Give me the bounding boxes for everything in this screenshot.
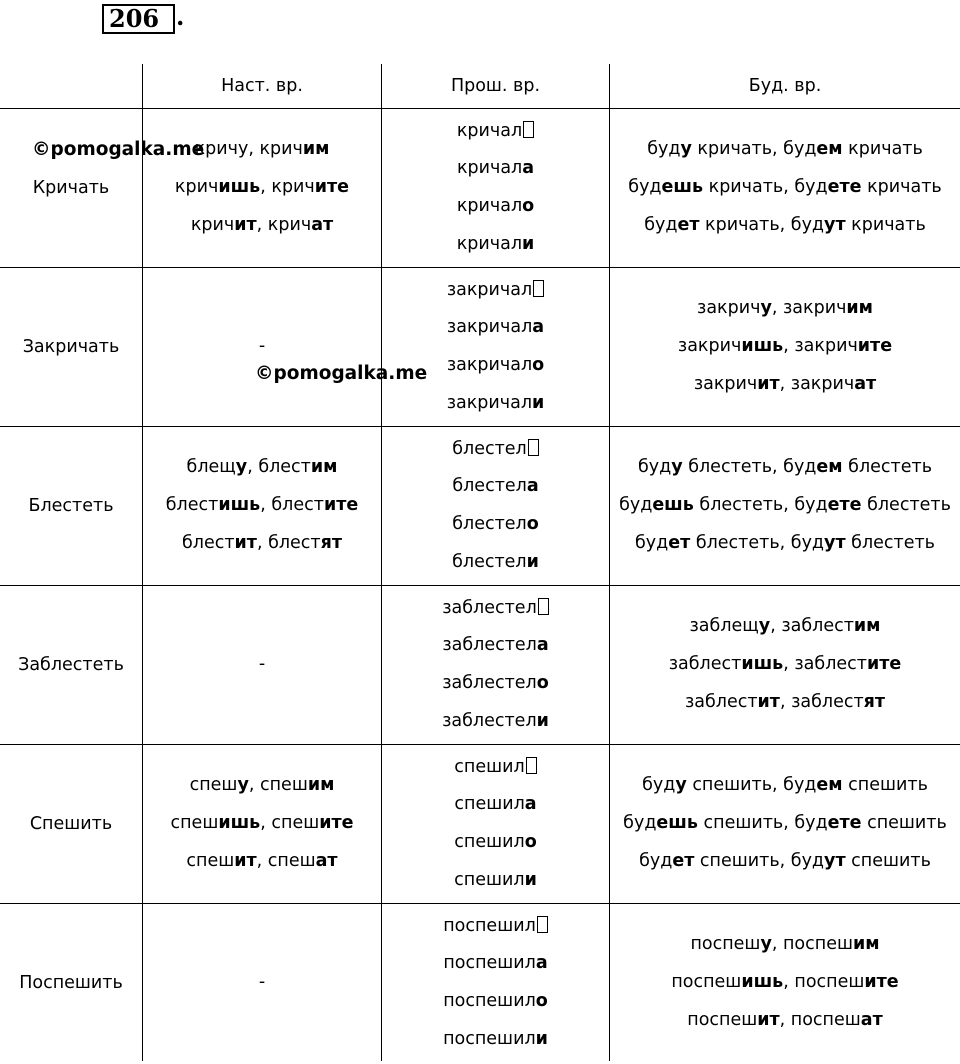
ending: им [846, 298, 873, 319]
ending: ет [677, 214, 700, 235]
ending: им [307, 775, 335, 796]
form-line [457, 150, 534, 188]
ending: ите [857, 336, 893, 357]
stem: , крич [256, 214, 312, 235]
cell-future [610, 586, 960, 744]
stem: - [258, 336, 266, 357]
stem: , блест [256, 532, 321, 553]
form-line [623, 805, 947, 843]
stem: кричал [456, 158, 523, 179]
cell-present [143, 904, 381, 1062]
stem: - [258, 654, 266, 675]
stem: , закрич [779, 373, 855, 394]
ending: ете [827, 813, 862, 834]
stem: буд [644, 214, 678, 235]
ending: им [852, 934, 880, 955]
stem: , заблест [770, 616, 854, 637]
cell-past [382, 745, 609, 903]
stem: кричать, буд [703, 177, 828, 198]
form-line [639, 843, 931, 881]
form-line [452, 431, 539, 469]
cell-past [382, 268, 609, 426]
stem: буд [628, 177, 662, 198]
form-line [442, 627, 548, 665]
form-line [442, 665, 549, 703]
stem: , заблест [779, 691, 864, 712]
cell-verb [0, 268, 142, 426]
ending: ят [863, 691, 886, 712]
ending: ишь [741, 654, 784, 675]
stem: буд [634, 532, 669, 553]
stem: заблестел [442, 597, 537, 618]
form-line [259, 964, 265, 1002]
ending: а [526, 476, 539, 497]
ending: а [522, 158, 535, 179]
cell-past [382, 109, 609, 267]
stem: закрич [693, 373, 758, 394]
form-line [678, 328, 892, 366]
form-line [690, 926, 879, 964]
ending: ат [854, 373, 877, 394]
ending: ите [864, 972, 899, 993]
stem: закричал [446, 279, 533, 300]
ending: ем [816, 457, 843, 478]
stem: спешить, буд [694, 850, 825, 871]
ending: у [760, 934, 772, 955]
ending: ем [816, 775, 843, 796]
zero-ending-box-icon [537, 916, 548, 933]
form-line [638, 449, 932, 487]
stem: - [258, 972, 266, 993]
ending: о [526, 514, 539, 534]
form-line [685, 684, 885, 722]
stem: заблестел [442, 673, 537, 693]
stem: блестеть [842, 457, 933, 478]
ending: а [532, 317, 545, 338]
form-line [175, 169, 349, 207]
stem: заблест [684, 691, 758, 712]
stem: поспеш [690, 934, 761, 955]
form-line [628, 169, 941, 207]
ending: ат [860, 1009, 883, 1030]
ending: ат [315, 850, 338, 871]
ending: у [680, 139, 692, 160]
stem: блестел [452, 514, 527, 534]
verb-label: Заблестеть [18, 655, 124, 675]
form-line [454, 786, 536, 824]
ending: ут [824, 850, 846, 871]
stem: кричал [456, 196, 523, 216]
stem: поспешил [443, 991, 536, 1011]
ending: ишь [741, 972, 784, 993]
ending: ите [323, 495, 359, 516]
cell-past [382, 904, 609, 1062]
form-line [259, 328, 265, 366]
stem: спешил [454, 794, 525, 815]
stem: , закрич [783, 336, 858, 357]
stem: блестеть, буд [693, 495, 828, 516]
stem: у [237, 139, 249, 160]
ending: у [237, 775, 249, 796]
stem: спешил [454, 756, 525, 777]
ending: и [536, 710, 549, 731]
ending: у [235, 457, 248, 478]
form-line [191, 207, 333, 245]
stem: , спеш [260, 813, 320, 834]
zero-ending-box-icon [523, 121, 534, 138]
form-line [190, 767, 335, 805]
ending: ят [320, 532, 343, 553]
ending: и [526, 551, 539, 572]
form-line [447, 385, 545, 423]
stem: спеш [170, 813, 219, 834]
header-future: Буд. вр. [748, 76, 822, 96]
form-line [454, 862, 537, 900]
stem: закрич [677, 336, 742, 357]
stem: заблестел [442, 635, 537, 656]
stem: блещ [186, 457, 236, 478]
form-line [443, 1021, 548, 1059]
header-present: Наст. вр. [221, 76, 303, 96]
ending: а [536, 635, 549, 656]
ending: ите [866, 654, 902, 675]
form-line [447, 347, 544, 385]
ending: ут [824, 532, 846, 553]
cell-future [610, 268, 960, 426]
zero-ending-box-icon [528, 439, 539, 456]
form-line [454, 824, 536, 862]
form-line [186, 843, 337, 881]
stem: , спеш [256, 850, 316, 871]
stem: блестел [452, 551, 527, 572]
watermark: ©pomogalka.me [255, 363, 428, 384]
form-line [694, 366, 876, 404]
ending: им [853, 616, 881, 637]
cell-future [610, 904, 960, 1062]
ending: ете [827, 177, 862, 198]
ending: ем [816, 139, 843, 160]
header-past: Прош. вр. [450, 76, 541, 96]
form-line [619, 487, 951, 525]
stem: , поспеш [771, 934, 853, 955]
form-line [187, 449, 338, 487]
ending: ишь [741, 336, 784, 357]
form-line [454, 749, 536, 787]
stem: спешил [454, 832, 525, 852]
ending: ет [672, 850, 695, 871]
stem: крич [190, 214, 235, 235]
cell-past [382, 427, 609, 585]
zero-ending-box-icon [526, 757, 537, 774]
ending: ат [311, 214, 334, 235]
verb-label: Кричать [32, 178, 110, 198]
form-line [452, 506, 539, 544]
stem: блестеть, буд [690, 532, 825, 553]
ending: ете [827, 495, 862, 516]
stem: буд [642, 775, 676, 796]
ending: ит [757, 1009, 780, 1030]
ending: о [535, 991, 548, 1011]
stem: заблест [668, 654, 742, 675]
zero-ending-box-icon [538, 598, 549, 615]
stem: крич [194, 139, 238, 160]
stem: спешил [454, 869, 525, 890]
form-line [443, 983, 548, 1021]
stem: блестеть, буд [682, 457, 817, 478]
stem: поспешил [443, 1028, 536, 1049]
ending: ишь [218, 177, 261, 198]
form-line [647, 131, 923, 169]
form-line [259, 646, 265, 684]
ending: ит [234, 850, 257, 871]
form-line [170, 805, 353, 843]
form-line [687, 1002, 882, 1040]
form-line [457, 113, 534, 151]
stem: закрич [697, 298, 761, 319]
form-line [195, 131, 330, 169]
ending: и [532, 392, 545, 413]
cell-verb [0, 904, 142, 1062]
form-line [452, 468, 538, 506]
form-line [182, 525, 342, 563]
form-line [690, 608, 881, 646]
cell-present [143, 268, 381, 426]
ending: а [535, 953, 548, 974]
ending: и [535, 1028, 548, 1049]
stem: кричать [845, 214, 926, 235]
stem: кричать, буд [699, 214, 825, 235]
form-line [457, 226, 535, 264]
verb-label: Спешить [29, 814, 113, 834]
form-line [442, 590, 549, 628]
form-line [166, 487, 358, 525]
stem: кричать [861, 177, 942, 198]
verb-label: Поспешить [19, 973, 123, 993]
stem: , закрич [771, 298, 847, 319]
ending: ит [234, 214, 257, 235]
stem: заблестел [442, 710, 537, 731]
stem: кричать, буд [691, 139, 817, 160]
cell-present [143, 745, 381, 903]
form-line [447, 309, 544, 347]
ending: и [522, 233, 535, 254]
ending: а [524, 794, 537, 815]
watermark: ©pomogalka.me [32, 139, 205, 160]
stem: спешить [842, 775, 928, 796]
verb-label: Закричать [22, 337, 120, 357]
form-line [644, 207, 926, 245]
stem: спеш [186, 850, 235, 871]
ending: ит [757, 691, 780, 712]
ending: ит [234, 532, 257, 553]
form-line [642, 767, 928, 805]
ending: ешь [652, 495, 694, 516]
ending: о [536, 673, 549, 693]
form-line [671, 964, 898, 1002]
cell-present [143, 109, 381, 267]
stem: кричать [842, 139, 923, 160]
zero-ending-box-icon [533, 280, 544, 297]
verb-label: Блестеть [28, 496, 114, 516]
stem: , крич [260, 177, 315, 198]
stem: , крич [248, 139, 303, 160]
ending: ите [319, 813, 354, 834]
ending: ет [668, 532, 691, 553]
stem: , блест [260, 495, 324, 516]
ending: у [758, 616, 771, 637]
form-line [452, 544, 539, 582]
ending: у [675, 775, 687, 796]
stem: поспешил [443, 953, 536, 974]
cell-present [143, 427, 381, 585]
stem: закричал [446, 392, 533, 413]
ending: о [532, 355, 545, 375]
stem: буд [623, 813, 657, 834]
stem: спешить, буд [697, 813, 828, 834]
form-line [635, 525, 935, 563]
ending: ит [757, 373, 780, 394]
stem: блестел [452, 476, 527, 497]
cell-verb [0, 745, 142, 903]
stem: крич [174, 177, 219, 198]
cell-past [382, 586, 609, 744]
ending: им [302, 139, 330, 160]
ending: ут [824, 214, 846, 235]
stem: поспешил [443, 915, 536, 936]
form-line [443, 945, 547, 983]
ending: им [310, 457, 338, 478]
ending: ите [314, 177, 350, 198]
stem: спеш [189, 775, 238, 796]
form-line [697, 290, 873, 328]
form-line [443, 908, 548, 946]
ending: у [671, 457, 683, 478]
stem: поспеш [687, 1009, 758, 1030]
stem: блестеть [861, 495, 951, 516]
stem: блест [165, 495, 219, 516]
ending: о [524, 832, 537, 852]
stem: спешить [861, 813, 947, 834]
form-line [442, 703, 549, 741]
stem: кричал [456, 233, 523, 254]
stem: , блест [247, 457, 311, 478]
stem: поспеш [671, 972, 742, 993]
stem: , поспеш [779, 1009, 861, 1030]
cell-future [610, 745, 960, 903]
cell-verb [0, 427, 142, 585]
cell-future [610, 109, 960, 267]
form-line [447, 272, 544, 310]
ending: о [522, 196, 535, 216]
stem: буд [647, 139, 681, 160]
task-number: 206 [102, 4, 175, 34]
ending: ишь [218, 495, 261, 516]
stem: , поспеш [783, 972, 865, 993]
stem: кричал [456, 120, 523, 141]
stem: закричал [446, 355, 533, 375]
stem: буд [619, 495, 653, 516]
ending: и [524, 869, 537, 890]
form-line [669, 646, 902, 684]
stem: спешить, буд [686, 775, 817, 796]
stem: блест [181, 532, 235, 553]
stem: буд [637, 457, 672, 478]
ending: у [760, 298, 772, 319]
stem: блестел [452, 438, 527, 459]
form-line [457, 188, 534, 226]
ending: ешь [656, 813, 698, 834]
ending: ешь [661, 177, 704, 198]
stem: буд [639, 850, 673, 871]
ending: ишь [218, 813, 261, 834]
stem: блестеть [845, 532, 935, 553]
task-number-dot: . [176, 2, 185, 31]
stem: заблещ [689, 616, 759, 637]
cell-present [143, 586, 381, 744]
stem: закричал [446, 317, 533, 338]
stem: , спеш [248, 775, 308, 796]
cell-verb [0, 109, 142, 267]
cell-verb [0, 586, 142, 744]
stem: , заблест [783, 654, 867, 675]
cell-future [610, 427, 960, 585]
stem: спешить [845, 850, 931, 871]
